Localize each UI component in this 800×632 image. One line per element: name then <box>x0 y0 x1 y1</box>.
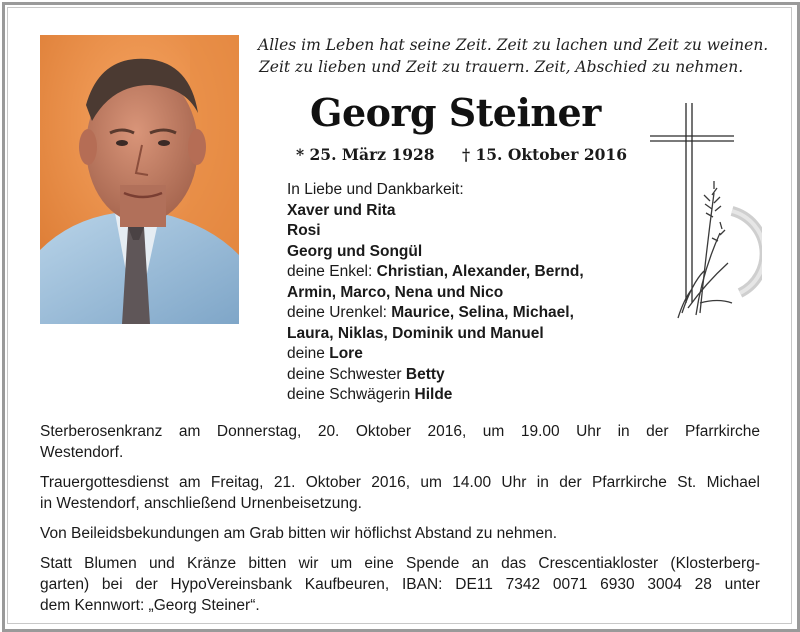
grandchildren-names-2: Armin, Marco, Nena und Nico <box>287 283 504 301</box>
donation-notice <box>40 553 760 616</box>
deceased-name: Georg Steiner <box>310 90 601 135</box>
mourner-children-2: Rosi <box>287 222 321 239</box>
sister-label: deine Schwester <box>287 365 406 383</box>
grandchildren-names-1: Christian, Alexander, Bernd, <box>376 263 584 280</box>
mourner-children-3: Georg und Songül <box>287 242 423 260</box>
sister-row <box>287 365 667 386</box>
rosary-notice <box>40 421 760 463</box>
sister-in-law-row <box>287 385 667 406</box>
quote-line-1: Alles im Leben hat seine Zeit. Zeit zu lachen und Zeit zu weinen. <box>258 36 769 54</box>
funeral-notice <box>40 472 760 514</box>
lore-name: Lore <box>329 345 363 362</box>
mourners-list <box>287 180 667 406</box>
rosary-line-1: Sterberosenkranz am Donnerstag, 20. Oktober 2016, um 19.00 Uhr in der Pfarrkirche <box>40 423 760 440</box>
death-date: † 15. Oktober 2016 <box>461 145 627 164</box>
lore-label: deine <box>287 345 330 362</box>
grandchildren-label: deine Enkel: <box>287 263 377 280</box>
sister-in-law-name: Hilde <box>414 386 453 403</box>
portrait-photo <box>40 35 239 324</box>
condolences-line: Von Beileidsbekundungen am Grab bitten wir höflichst Abstand zu nehmen. <box>40 525 557 542</box>
grandchildren-row-1 <box>287 262 667 283</box>
birth-date: * 25. März 1928 <box>296 145 435 164</box>
lore-row <box>287 344 667 365</box>
sister-in-law-label: deine Schwägerin <box>287 386 415 403</box>
funeral-line-1: Trauergottesdienst am Freitag, 21. Oktober 2016, um 14.00 Uhr in der Pfarrkirche St. Michael <box>40 474 760 491</box>
donation-line-3: dem Kennwort: „Georg Steiner“. <box>40 597 260 614</box>
sister-name: Betty <box>405 365 445 383</box>
notices <box>40 421 760 625</box>
great-grandchildren-label: deine Urenkel: <box>287 304 392 321</box>
mourners-intro: In Liebe und Dankbarkeit: <box>287 181 464 198</box>
rosary-line-2: Westendorf. <box>40 444 124 461</box>
quote-line-2: Zeit zu lieben und Zeit zu trauern. Zeit, Abschied zu nehmen. <box>259 58 744 76</box>
mourner-children-1: Xaver und Rita <box>287 201 396 219</box>
great-grandchildren-row-1 <box>287 303 667 324</box>
great-grandchildren-names-2: Laura, Niklas, Dominik und Manuel <box>287 324 544 342</box>
life-dates <box>296 145 636 164</box>
donation-line-2: garten) bei der HypoVereinsbank Kaufbeuren, IBAN: DE11 7342 0071 6930 3004 28 unter <box>40 576 760 593</box>
donation-line-1: Statt Blumen und Kränze bitten wir um eine Spende an das Crescentiakloster (Klosterberg- <box>40 555 760 572</box>
condolences-notice <box>40 523 760 544</box>
funeral-line-2: in Westendorf, anschließend Urnenbeisetzung. <box>40 495 362 512</box>
great-grandchildren-names-1: Maurice, Selina, Michael, <box>391 304 574 321</box>
quote <box>258 34 778 78</box>
